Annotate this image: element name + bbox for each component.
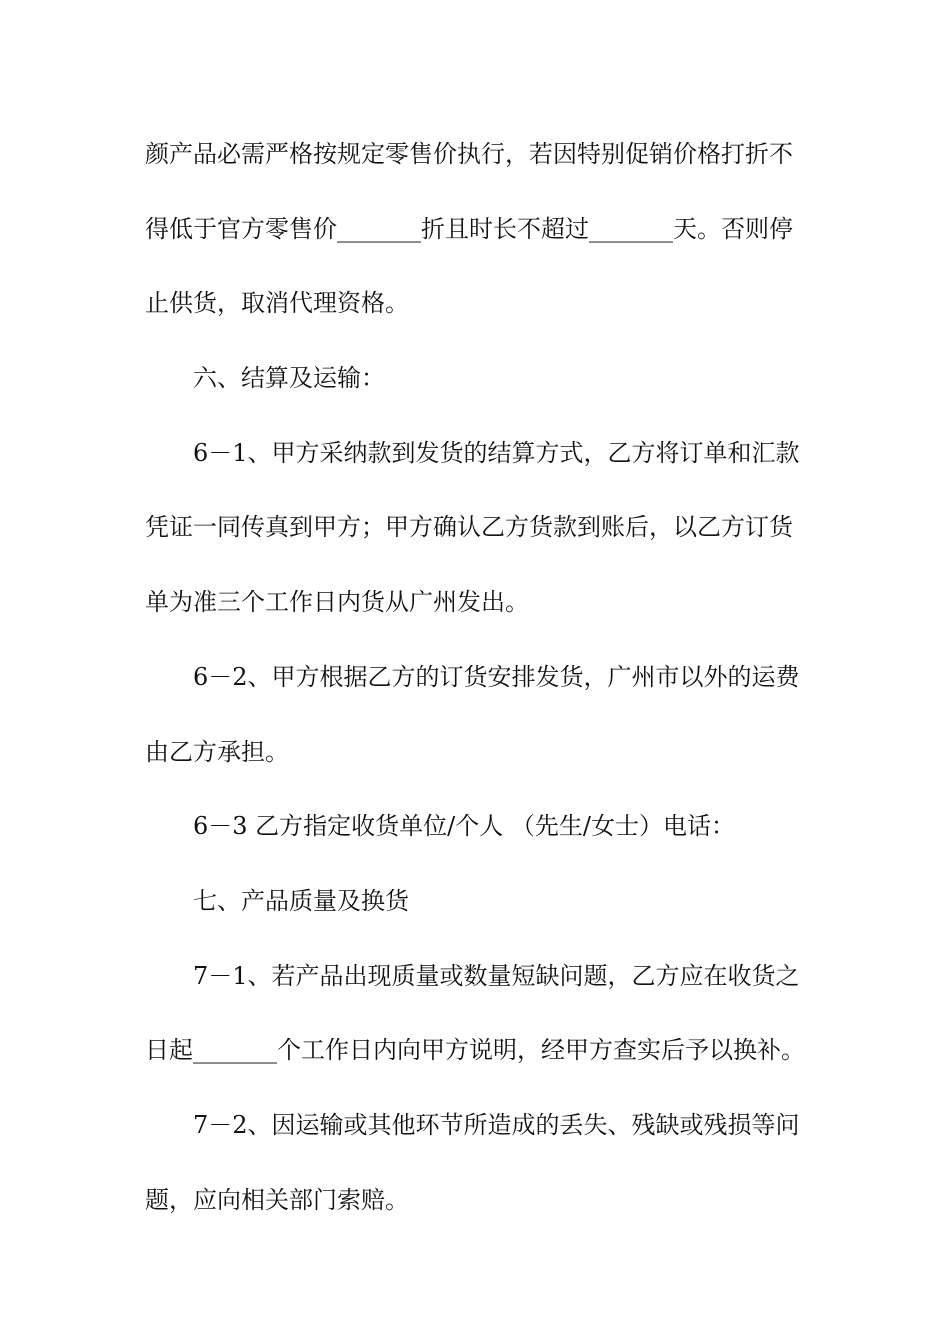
section-heading-settlement: 六、结算及运输： (193, 364, 385, 393)
text-line-continuation: 止供货，取消代理资格。 (145, 289, 409, 318)
text-line-continuation: 得低于官方零售价_______折且时长不超过_______天。否则停 (145, 214, 793, 243)
clause-7-1: 7－1、若产品出现质量或数量短缺问题，乙方应在收货之 (193, 961, 800, 990)
text-line-continuation: 单为准三个工作日内货从广州发出。 (145, 588, 529, 617)
section-heading-quality: 七、产品质量及换货 (193, 886, 409, 915)
text-line-continuation: 由乙方承担。 (145, 737, 289, 766)
text-line-continuation: 日起_______个工作日内向甲方说明，经甲方查实后予以换补。 (145, 1036, 805, 1065)
text-line-continuation: 颜产品必需严格按规定零售价执行，若因特别促销价格打折不 (145, 140, 793, 168)
text-line-continuation: 凭证一同传真到甲方；甲方确认乙方货款到账后，以乙方订货 (145, 513, 793, 542)
contract-text (145, 130, 807, 1250)
clause-7-2: 7－2、因运输或其他环节所造成的丢失、残缺或残损等问 (193, 1110, 800, 1139)
clause-6-3: 6－3 乙方指定收货单位/个人 （先生/女士）电话： (193, 812, 735, 841)
text-line-continuation: 题，应向相关部门索赔。 (145, 1185, 409, 1214)
clause-6-1: 6－1、甲方采纳款到发货的结算方式，乙方将订单和汇款 (193, 438, 800, 467)
clause-6-2: 6－2、甲方根据乙方的订货安排发货，广州市以外的运费 (193, 662, 800, 691)
